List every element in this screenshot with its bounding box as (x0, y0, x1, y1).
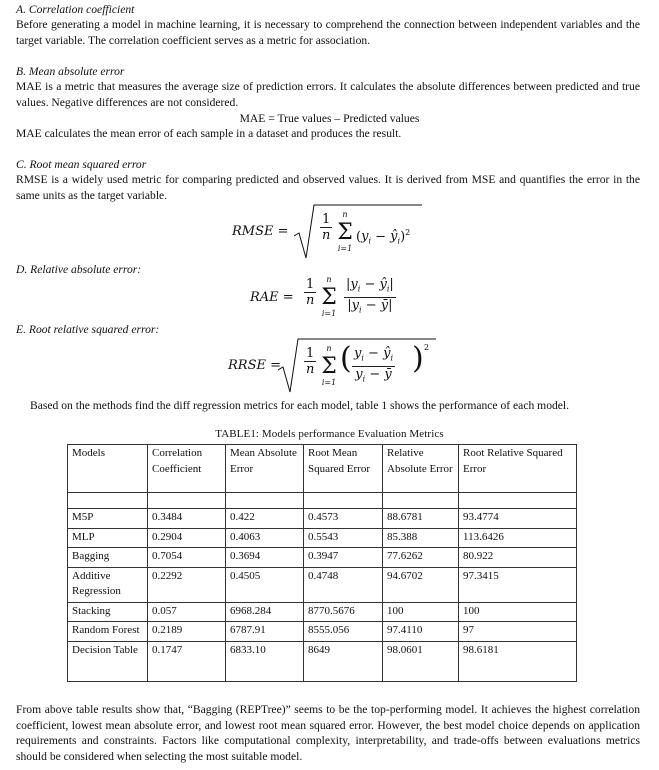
cell-value: 0.4573 (304, 509, 383, 529)
rrse-lhs: RRSE = (228, 358, 281, 373)
table-row (68, 548, 577, 568)
cell-model: Random Forest (68, 622, 148, 642)
cell-value: 93.4774 (459, 509, 577, 529)
cell-value: 97.3415 (459, 567, 577, 602)
header-rae: Relative Absolute Error (383, 445, 459, 493)
cell-value: 0.1747 (148, 641, 226, 681)
rae-fraction-one: $\frac{1}{n}$ (306, 277, 315, 308)
rmse-formula (232, 202, 432, 262)
table-spacer-row (68, 493, 577, 509)
cell-value: 0.4063 (226, 528, 304, 548)
table-header-row (68, 445, 577, 493)
rae-formula (250, 272, 450, 322)
cell-value: 8770.5676 (304, 602, 383, 622)
table-caption: TABLE1: Models performance Evaluation Metrics (215, 428, 444, 440)
rae-lhs: RAE = (250, 290, 294, 305)
cell-value: 0.2189 (148, 622, 226, 642)
cell-value: 77.6262 (383, 548, 459, 568)
cell-value: 0.2292 (148, 567, 226, 602)
cell-value: 0.7054 (148, 548, 226, 568)
section-a-text: Before generating a model in machine learning, it is necessary to comprehend the connection between independent variables and the target variable. The correlation coefficient serves as a metric for association. (16, 18, 640, 47)
section-c-text: RMSE is a widely used metric for comparing predicted and observed values. It is derived from MSE and quantifies the error in the same units as the target variable. (16, 173, 640, 202)
table-row (68, 509, 577, 529)
header-rrse: Root Relative Squared Error (459, 445, 577, 493)
header-rmse: Root Mean Squared Error (304, 445, 383, 493)
cell-model: MLP (68, 528, 148, 548)
cell-value: 0.057 (148, 602, 226, 622)
cell-model: Decision Table (68, 641, 148, 681)
cell-value: 6787.91 (226, 622, 304, 642)
cell-model: Additive Regression (68, 567, 148, 602)
table-row (68, 622, 577, 642)
cell-value: 97.4110 (383, 622, 459, 642)
cell-value: 100 (459, 602, 577, 622)
cell-value: 0.3484 (148, 509, 226, 529)
section-a-heading: A. Correlation coefficient (16, 3, 135, 16)
section-b-text: MAE is a metric that measures the average size of prediction errors. It calculates the absolute differences between predicted and true values. Negative differences are not considered. (16, 80, 640, 109)
table-row (68, 528, 577, 548)
rrse-fraction-term: $\frac{y_i - ŷ_i}{y_i - ȳ}$ (354, 346, 394, 384)
cell-value: 98.0601 (383, 641, 459, 681)
table-row (68, 641, 577, 681)
rrse-formula (228, 336, 448, 396)
cell-value: 94.6702 (383, 567, 459, 602)
section-e-heading: E. Root relative squared error: (16, 323, 160, 336)
cell-value: 6833.10 (226, 641, 304, 681)
table-row (68, 567, 577, 602)
rmse-lhs: RMSE = (232, 224, 289, 239)
rrse-paren-open: ( (340, 341, 352, 376)
cell-value: 6968.284 (226, 602, 304, 622)
rrse-exponent: 2 (424, 343, 430, 352)
section-b-after: MAE calculates the mean error of each sample in a dataset and produces the result. (16, 127, 402, 140)
rmse-sum: Σ n i=1 (337, 210, 353, 253)
cell-value: 0.2904 (148, 528, 226, 548)
cell-value: 0.5543 (304, 528, 383, 548)
cell-value: 80.922 (459, 548, 577, 568)
cell-value: 0.3694 (226, 548, 304, 568)
table-intro: Based on the methods find the diff regression metrics for each model, table 1 shows the performance of each model. (30, 399, 570, 412)
cell-model: M5P (68, 509, 148, 529)
header-correlation: Correlation Coefficient (148, 445, 226, 493)
header-mae: Mean Absolute Error (226, 445, 304, 493)
rae-sum: Σ n i=1 (321, 275, 337, 318)
cell-value: 97 (459, 622, 577, 642)
cell-value: 88.6781 (383, 509, 459, 529)
table-row (68, 602, 577, 622)
cell-value: 0.422 (226, 509, 304, 529)
section-c-heading: C. Root mean squared error (16, 158, 147, 171)
mae-formula: MAE = True values – Predicted values (239, 112, 420, 125)
rrse-sum: Σ n i=1 (321, 344, 337, 387)
rmse-term: ($y_i$ − $ŷ_i)^2$ (356, 228, 411, 246)
conclusion-text: From above table results show that, “Bagging (REPTree)” seems to be the top-performing model. It achieves the highest correlation coefficient, lowest mean absolute error, and lowest root mean squared error. However, the best model choice depends on application requirements and constraints. Factors like computational complexity, interpretability, and trade-offs between evaluations metrics should be considered when selecting the most suitable model. (16, 703, 640, 763)
cell-model: Bagging (68, 548, 148, 568)
cell-value: 0.4748 (304, 567, 383, 602)
cell-model: Stacking (68, 602, 148, 622)
rrse-paren-close: ) (412, 341, 424, 376)
cell-value: 100 (383, 602, 459, 622)
metrics-table (67, 444, 577, 682)
cell-value: 85.388 (383, 528, 459, 548)
rrse-fraction-one: $\frac{1}{n}$ (306, 346, 315, 377)
header-models: Models (68, 445, 148, 493)
rae-fraction-term: $\frac{|y_i - ŷ_i|}{|y_i - ȳ|}$ (346, 277, 394, 315)
section-d-heading: D. Relative absolute error: (16, 263, 142, 276)
cell-value: 113.6426 (459, 528, 577, 548)
cell-value: 98.6181 (459, 641, 577, 681)
cell-value: 0.3947 (304, 548, 383, 568)
cell-value: 0.4505 (226, 567, 304, 602)
cell-value: 8649 (304, 641, 383, 681)
cell-value: 8555.056 (304, 622, 383, 642)
section-b-heading: B. Mean absolute error (16, 65, 125, 78)
rmse-fraction: $\frac{1}{n}$ (322, 212, 331, 243)
